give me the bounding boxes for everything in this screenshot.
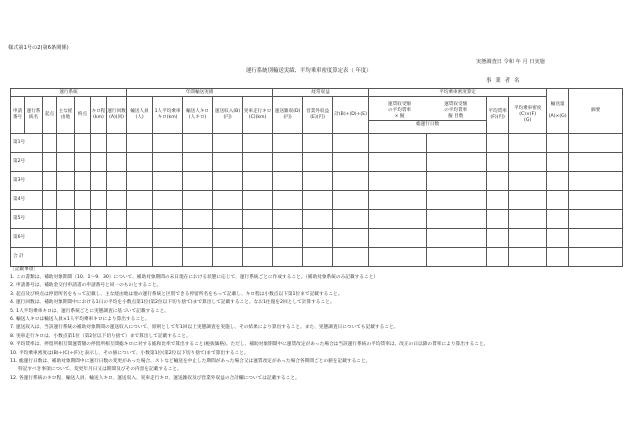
table-cell[interactable] bbox=[107, 191, 127, 210]
table-cell[interactable] bbox=[91, 134, 107, 153]
col-density-calc bbox=[369, 97, 487, 134]
col-avg-rate: 平均賃率(F)(円) bbox=[487, 97, 509, 134]
note-item: 10. 平均乗車密度は(B)÷(C)÷(F)と表示し、その値について、小数第1位(第2位以下切り捨て)まで算出すること。 bbox=[10, 350, 249, 356]
table-cell[interactable] bbox=[333, 191, 369, 210]
table-cell[interactable] bbox=[547, 210, 569, 229]
table-cell[interactable] bbox=[127, 229, 153, 248]
total-cell bbox=[547, 248, 569, 267]
table-cell[interactable] bbox=[91, 172, 107, 191]
table-cell[interactable] bbox=[91, 191, 107, 210]
route-performance-table bbox=[10, 88, 623, 267]
table-cell[interactable] bbox=[75, 191, 91, 210]
table-cell[interactable] bbox=[273, 191, 303, 210]
table-cell[interactable] bbox=[213, 229, 243, 248]
table-cell[interactable] bbox=[75, 229, 91, 248]
table-cell[interactable] bbox=[547, 134, 569, 153]
table-cell[interactable] bbox=[107, 172, 127, 191]
total-cell bbox=[487, 248, 509, 267]
col-via: 主な経由地 bbox=[57, 97, 75, 134]
density-mid-line2: の平均賃率 bbox=[444, 107, 468, 113]
table-cell[interactable] bbox=[243, 229, 273, 248]
table-cell[interactable] bbox=[547, 229, 569, 248]
table-cell[interactable] bbox=[509, 210, 547, 229]
table-cell[interactable] bbox=[153, 229, 183, 248]
table-cell[interactable] bbox=[487, 134, 509, 153]
table-cell[interactable] bbox=[333, 134, 369, 153]
total-cell bbox=[107, 248, 127, 267]
group-density: 平均乗車密度算定 bbox=[369, 89, 547, 97]
row-label: 第1号 bbox=[11, 134, 43, 153]
table-cell[interactable] bbox=[569, 172, 623, 191]
table-cell[interactable] bbox=[107, 134, 127, 153]
table-cell[interactable] bbox=[91, 229, 107, 248]
total-cell bbox=[243, 248, 273, 267]
table-cell[interactable] bbox=[75, 153, 91, 172]
table-cell[interactable] bbox=[569, 210, 623, 229]
note-item: 3. 起点及び終点は停留所名をもって記載し、主な経由地は他の運行系統と区別できる停留所名をもって記載し、キロ程は小数点以下第1位まで記載すること。 bbox=[10, 291, 343, 297]
col-other-revenue: 営業外収益(E)(円) bbox=[303, 97, 333, 134]
table-cell[interactable] bbox=[183, 191, 213, 210]
note-item: 7. 運送収入は、当該運行系統の補助対象期間の運送収入について、原則として年1回以上実態調査を実施し、その結果により算出すること。また、実態調査日についても記載すること。 bbox=[10, 325, 399, 331]
total-cell bbox=[333, 248, 369, 267]
table-cell[interactable] bbox=[487, 191, 509, 210]
table-cell[interactable] bbox=[127, 153, 153, 172]
table-cell[interactable] bbox=[369, 134, 427, 153]
table-cell[interactable] bbox=[303, 153, 333, 172]
note-item: 5. 1人平均乗車キロは、運行系統ごとに実態調査に基づいて記載すること。 bbox=[10, 308, 169, 314]
col-trans-label: 輸送量 bbox=[550, 102, 565, 108]
table-cell[interactable] bbox=[569, 191, 623, 210]
total-cell bbox=[303, 248, 333, 267]
note-item: 4. 運行回数は、補助対象期間中における1日の平均を小数点第1位(第2位以下切り捨て)まで算出して記載すること。なお1往復を2回として計算すること。 bbox=[10, 300, 335, 306]
density-left-block bbox=[371, 102, 427, 119]
density-mid-line1: 運賃収受額 bbox=[444, 102, 468, 108]
table-cell[interactable] bbox=[107, 210, 127, 229]
table-cell[interactable] bbox=[91, 153, 107, 172]
table-cell[interactable] bbox=[427, 191, 487, 210]
table-cell[interactable] bbox=[183, 172, 213, 191]
table-cell[interactable] bbox=[57, 210, 75, 229]
table-cell[interactable] bbox=[487, 210, 509, 229]
table-cell[interactable] bbox=[333, 172, 369, 191]
table-cell[interactable] bbox=[43, 210, 57, 229]
table-cell[interactable] bbox=[547, 153, 569, 172]
col-route-name: 運行系統名 bbox=[25, 97, 43, 134]
group-route: 運行系統 bbox=[11, 89, 127, 97]
table-cell[interactable] bbox=[427, 210, 487, 229]
density-left-line3: × 擬 bbox=[394, 113, 405, 119]
col-origin: 起点 bbox=[43, 97, 57, 134]
col-density bbox=[509, 97, 547, 134]
col-density-unit: (G) bbox=[524, 117, 532, 123]
table-cell[interactable] bbox=[487, 229, 509, 248]
table-cell[interactable] bbox=[43, 134, 57, 153]
table-cell[interactable] bbox=[509, 134, 547, 153]
table-cell[interactable] bbox=[303, 210, 333, 229]
table-cell[interactable] bbox=[153, 191, 183, 210]
table-cell[interactable] bbox=[547, 191, 569, 210]
table-row bbox=[11, 191, 623, 210]
note-item: 2. 申請番号は、補助金交付申請書の申請番号と同一のものとすること。 bbox=[10, 283, 162, 289]
table-cell[interactable] bbox=[43, 172, 57, 191]
table-cell[interactable] bbox=[57, 172, 75, 191]
total-cell bbox=[427, 248, 487, 267]
table-cell[interactable] bbox=[509, 153, 547, 172]
col-trans-formula: (A)×(G) bbox=[548, 113, 567, 119]
table-cell[interactable] bbox=[427, 172, 487, 191]
note-item: 6. 輸送人キロは輸送人員×1人平均乗車キロにより算出すること。 bbox=[10, 317, 150, 322]
table-cell[interactable] bbox=[303, 229, 333, 248]
density-mid-block bbox=[428, 102, 484, 119]
table-cell[interactable] bbox=[569, 134, 623, 153]
total-cell bbox=[369, 248, 427, 267]
table-cell[interactable] bbox=[243, 210, 273, 229]
table-row bbox=[11, 229, 623, 248]
table-cell[interactable] bbox=[569, 153, 623, 172]
table-cell[interactable] bbox=[303, 191, 333, 210]
table-cell[interactable] bbox=[153, 153, 183, 172]
table-cell[interactable] bbox=[487, 153, 509, 172]
table-cell[interactable] bbox=[213, 191, 243, 210]
note-item: 12. 各運行系統のキロ程、輸送人員、輸送人キロ、運送収入、実車走行キロ、運送雑収及び営業外収益の合計欄については記載すること。 bbox=[10, 375, 300, 381]
note-item: 1. この書類は、補助対象期間（10．1～9．30）について、補助対象期間の末日現在における状態に応じて、運行系統ごとに作成すること。（補助対象系統のみ記載すること） bbox=[10, 275, 379, 280]
density-mid-line3: 擬 目数 bbox=[448, 113, 464, 119]
table-cell[interactable] bbox=[213, 153, 243, 172]
table-cell[interactable] bbox=[427, 229, 487, 248]
table-cell[interactable] bbox=[183, 153, 213, 172]
table-cell[interactable] bbox=[303, 134, 333, 153]
operator-name-label: 事業者名 bbox=[486, 78, 524, 84]
table-cell[interactable] bbox=[243, 191, 273, 210]
table-cell[interactable] bbox=[43, 229, 57, 248]
row-label: 第6号 bbox=[11, 229, 43, 248]
total-cell bbox=[569, 248, 623, 267]
col-density-label: 平均乗車密度 bbox=[513, 106, 542, 112]
col-per-km: 1人平均乗車キロ(km) bbox=[153, 97, 183, 134]
total-cell bbox=[213, 248, 243, 267]
density-foot: 総運行日数 bbox=[369, 120, 486, 128]
table-cell[interactable] bbox=[333, 210, 369, 229]
table-cell[interactable] bbox=[183, 210, 213, 229]
row-label: 第5号 bbox=[11, 210, 43, 229]
table-row bbox=[11, 134, 623, 153]
table-cell[interactable] bbox=[153, 210, 183, 229]
density-left-line2: の平均賃率 bbox=[388, 107, 412, 113]
total-cell bbox=[509, 248, 547, 267]
table-cell[interactable] bbox=[243, 134, 273, 153]
total-label: 合 計 bbox=[11, 248, 43, 267]
note-item: 11. 総運行日数は、補助対象期間中に運行日数の変更があった場合、ストなど輸送を中止した期間があった場合又は運賃改定があった場合各期間ごとの値を記載すること。 bbox=[10, 359, 371, 364]
total-cell bbox=[273, 248, 303, 267]
total-cell bbox=[153, 248, 183, 267]
col-application-no: 申請番号 bbox=[11, 97, 25, 134]
table-row bbox=[11, 210, 623, 229]
table-cell[interactable] bbox=[369, 172, 427, 191]
table-cell[interactable] bbox=[213, 134, 243, 153]
table-cell[interactable] bbox=[57, 153, 75, 172]
table-cell[interactable] bbox=[569, 229, 623, 248]
col-total-revenue: 計(B)+(D)+(E) bbox=[333, 97, 369, 134]
table-cell[interactable] bbox=[75, 210, 91, 229]
table-row bbox=[11, 172, 623, 191]
col-density-formula: (C)×(F) bbox=[519, 112, 537, 118]
group-revenue: 経常収益 bbox=[273, 89, 369, 97]
table-cell[interactable] bbox=[369, 153, 427, 172]
table-cell[interactable] bbox=[107, 229, 127, 248]
table-cell[interactable] bbox=[43, 153, 57, 172]
table-cell[interactable] bbox=[243, 153, 273, 172]
row-label: 第2号 bbox=[11, 153, 43, 172]
table-cell[interactable] bbox=[509, 172, 547, 191]
table-cell[interactable] bbox=[273, 210, 303, 229]
col-remarks: 摘要 bbox=[569, 89, 623, 134]
table-cell[interactable] bbox=[153, 134, 183, 153]
col-fare-revenue: 運送収入(B)(円) bbox=[213, 97, 243, 134]
table-row bbox=[11, 153, 623, 172]
total-cell bbox=[43, 248, 57, 267]
table-cell[interactable] bbox=[127, 210, 153, 229]
table-cell[interactable] bbox=[213, 172, 243, 191]
row-label: 第3号 bbox=[11, 172, 43, 191]
notes-heading: ［記載事項］ bbox=[10, 267, 39, 272]
col-misc-revenue: 運送雑収(D)(円) bbox=[273, 97, 303, 134]
table-cell[interactable] bbox=[509, 191, 547, 210]
total-cell bbox=[57, 248, 75, 267]
col-actual-km: 実車走行キロ(C)(km) bbox=[243, 97, 273, 134]
form-number: 様式第1号の2(第6条関係) bbox=[8, 45, 69, 51]
table-cell[interactable] bbox=[213, 210, 243, 229]
table-cell[interactable] bbox=[273, 172, 303, 191]
total-cell bbox=[127, 248, 153, 267]
table-cell[interactable] bbox=[57, 229, 75, 248]
note-item: 8. 実車走行キロは、小数点第1位（第2位以下切り捨て）まで算出して記載すること。 bbox=[10, 333, 191, 339]
table-cell[interactable] bbox=[273, 229, 303, 248]
table-cell[interactable] bbox=[333, 153, 369, 172]
document-title: 運行系統別輸送実績、平均乗車密度算定表（ 年度） bbox=[246, 68, 372, 74]
table-cell[interactable] bbox=[107, 153, 127, 172]
col-runs: 運行回数(A)(回) bbox=[107, 97, 127, 134]
table-cell[interactable] bbox=[369, 229, 427, 248]
table-cell[interactable] bbox=[127, 172, 153, 191]
table-cell[interactable] bbox=[427, 153, 487, 172]
col-passenger-km: 輸送人キロ(人キロ) bbox=[183, 97, 213, 134]
survey-date: 実態調査日 令和 年 月 日実施 bbox=[476, 59, 545, 65]
table-cell[interactable] bbox=[273, 153, 303, 172]
table-cell[interactable] bbox=[127, 134, 153, 153]
group-annual: 年間輸送実績 bbox=[127, 89, 273, 97]
table-cell[interactable] bbox=[509, 229, 547, 248]
table-cell[interactable] bbox=[57, 134, 75, 153]
table-cell[interactable] bbox=[127, 191, 153, 210]
table-cell[interactable] bbox=[183, 134, 213, 153]
table-cell[interactable] bbox=[183, 229, 213, 248]
table-cell[interactable] bbox=[369, 191, 427, 210]
table-cell[interactable] bbox=[273, 134, 303, 153]
total-cell bbox=[91, 248, 107, 267]
table-cell[interactable] bbox=[303, 172, 333, 191]
col-end: 終点 bbox=[75, 97, 91, 134]
table-cell[interactable] bbox=[243, 172, 273, 191]
col-transport-amount bbox=[547, 89, 569, 134]
table-cell[interactable] bbox=[427, 134, 487, 153]
table-cell[interactable] bbox=[487, 172, 509, 191]
table-cell[interactable] bbox=[75, 134, 91, 153]
density-left-line1: 運賃収受額 bbox=[388, 102, 412, 108]
note-item: 9. 平均賃率は、停留所相互間運賃額の停留所相互間総キロに対する総和比率で算出すること(税抜価格)。ただし、補助対象期間中に運賃改定があった場合は当該運行系統の平均賃率は、改正の日以降の賃率により算出すること。 bbox=[10, 342, 489, 348]
table-cell[interactable] bbox=[43, 191, 57, 210]
total-cell bbox=[75, 248, 91, 267]
total-cell bbox=[183, 248, 213, 267]
table-cell[interactable] bbox=[57, 191, 75, 210]
table-cell[interactable] bbox=[91, 210, 107, 229]
col-km: キロ程(km) bbox=[91, 97, 107, 134]
col-passengers: 輸送人員(人) bbox=[127, 97, 153, 134]
table-cell[interactable] bbox=[153, 172, 183, 191]
table-cell[interactable] bbox=[369, 210, 427, 229]
table-cell[interactable] bbox=[333, 229, 369, 248]
table-cell[interactable] bbox=[547, 172, 569, 191]
row-label: 第4号 bbox=[11, 191, 43, 210]
table-cell[interactable] bbox=[75, 172, 91, 191]
note-item: 特記すべき事項について、変更年月日又は期間及びその内容を記載すること。 bbox=[18, 367, 182, 373]
